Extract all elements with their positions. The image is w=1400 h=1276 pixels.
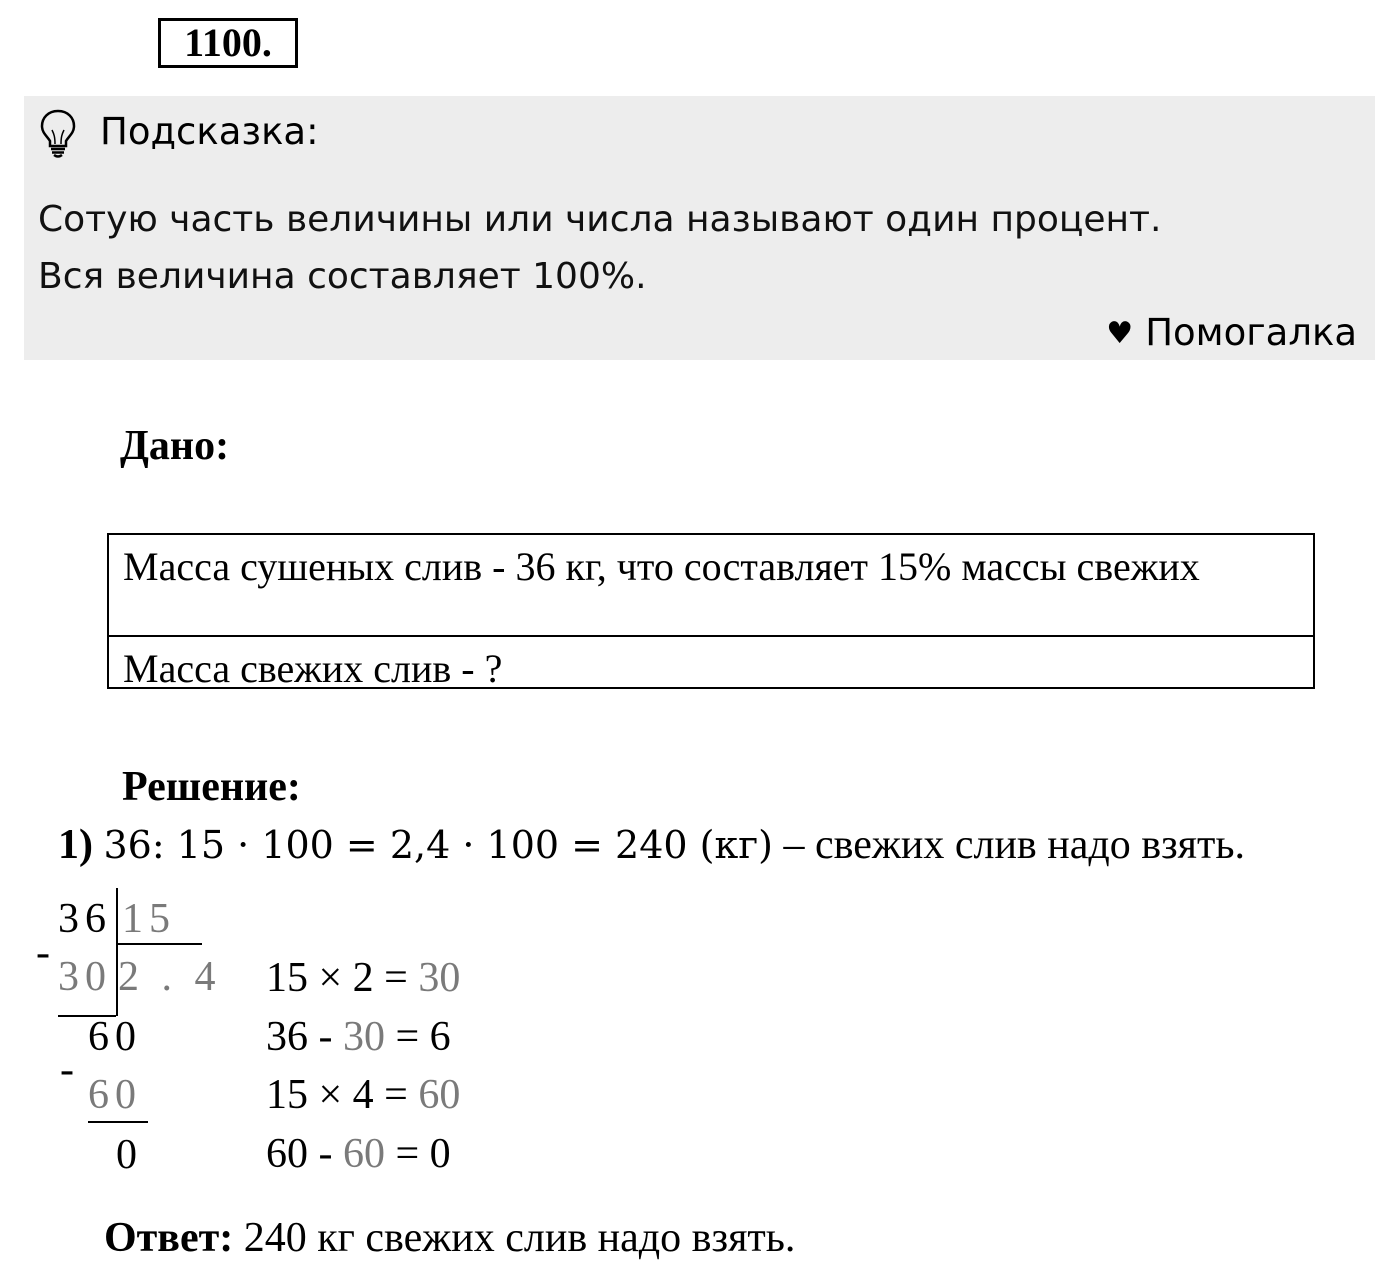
division-quotient-line [118, 943, 202, 945]
step-text: – свежих слив надо взять. [772, 822, 1245, 868]
check-gray: 30 [343, 1014, 385, 1060]
check-line [266, 1129, 451, 1179]
second-subtrahend: 60 [88, 1072, 142, 1118]
check-left: 36 - [266, 1014, 343, 1060]
task-number: 1100. [158, 18, 298, 68]
given-row-dried-mass: Масса сушеных слив - 36 кг, что составляет 15% массы свежих [123, 544, 1200, 589]
check-line [266, 1070, 460, 1120]
check-left: 15 × 4 = [266, 1072, 419, 1118]
step-number: 1) [58, 822, 93, 868]
final-remainder: 0 [116, 1132, 143, 1178]
check-gray: 60 [418, 1072, 461, 1118]
answer-text: 240 кг свежих слив надо взять. [233, 1215, 796, 1261]
check-line [266, 1012, 451, 1062]
quotient: 2 . 4 [118, 954, 222, 1000]
hint-text-line: Сотую часть величины или числа называют один процент. [38, 199, 1162, 240]
lightbulb-icon [38, 108, 78, 158]
dividend: 36 [58, 896, 112, 942]
divisor: 15 [122, 896, 176, 942]
given-table [107, 533, 1315, 689]
step-formula: 36: 15 · 100 = 2,4 · 100 = 240 (кг) [103, 823, 773, 867]
given-row-fresh-mass: Масса свежих слив - ? [109, 635, 1313, 687]
remainder-1: 60 [88, 1014, 142, 1060]
solution-step-1 [58, 820, 1245, 870]
given-heading: Дано: [120, 423, 230, 469]
check-right: = 6 [385, 1014, 451, 1060]
division-subtract-line [88, 1121, 148, 1123]
brand-label: Помогалка [1145, 311, 1357, 354]
first-subtrahend: 30 [58, 954, 112, 1000]
check-gray: 60 [343, 1131, 385, 1177]
heart-icon: ♥ [1106, 316, 1134, 351]
minus-sign: - [36, 930, 56, 976]
minus-sign: - [60, 1047, 80, 1093]
check-gray: 30 [418, 955, 461, 1001]
hint-title: Подсказка: [100, 110, 319, 153]
check-left: 60 - [266, 1131, 343, 1177]
hint-panel [24, 96, 1375, 360]
brand-link[interactable] [1106, 309, 1357, 358]
check-right: = 0 [385, 1131, 451, 1177]
check-line [266, 953, 460, 1003]
hint-text-line: Вся величина составляет 100%. [38, 256, 647, 297]
solution-heading: Решение: [122, 764, 301, 810]
answer-label: Ответ: [104, 1215, 234, 1261]
check-left: 15 × 2 = [266, 955, 419, 1001]
answer [104, 1213, 795, 1263]
